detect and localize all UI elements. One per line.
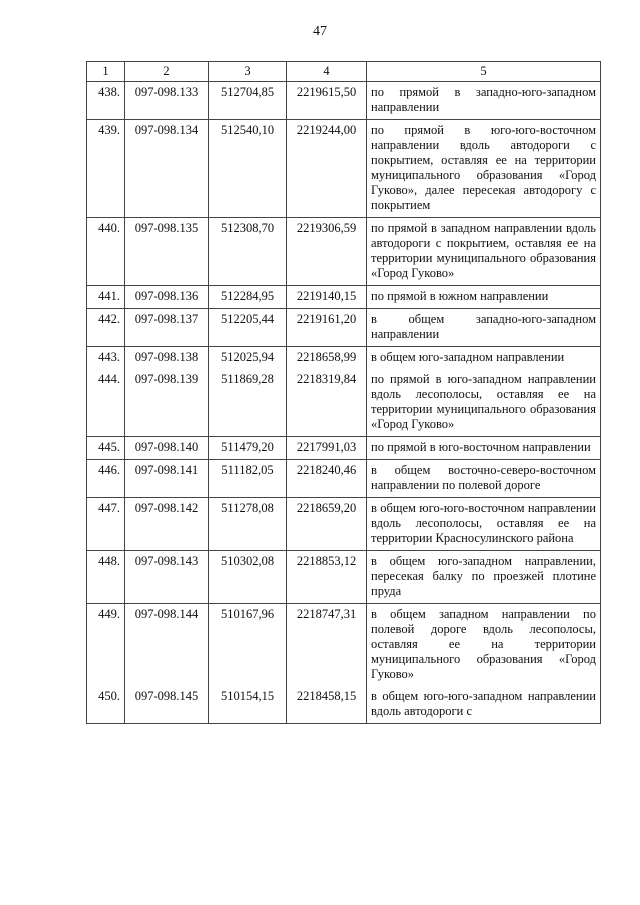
column-header: 2 <box>125 62 209 82</box>
point-id: 097-098.138 <box>125 347 209 370</box>
point-id: 097-098.143 <box>125 551 209 604</box>
boundary-description: в общем западно-юго-западном направлении <box>367 309 601 347</box>
column-header: 1 <box>87 62 125 82</box>
table-row <box>87 369 601 437</box>
boundary-description: в общем западном направлении по полевой дороге вдоль лесополосы, оставляя ее на территории муниципального образования «Город Гуково» <box>367 604 601 687</box>
point-id: 097-098.134 <box>125 120 209 218</box>
coordinate-y: 2218747,31 <box>287 604 367 687</box>
column-header: 5 <box>367 62 601 82</box>
point-id: 097-098.136 <box>125 286 209 309</box>
point-id: 097-098.140 <box>125 437 209 460</box>
boundary-description: по прямой в юго-восточном направлении <box>367 437 601 460</box>
coordinate-y: 2218659,20 <box>287 498 367 551</box>
column-header: 3 <box>209 62 287 82</box>
coordinate-x: 512025,94 <box>209 347 287 370</box>
point-id: 097-098.141 <box>125 460 209 498</box>
row-number: 449. <box>87 604 125 687</box>
point-id: 097-098.135 <box>125 218 209 286</box>
boundary-description: в общем юго-юго-восточном направлении вдоль лесополосы, оставляя ее на территории Красносулинского района <box>367 498 601 551</box>
coordinate-y: 2219306,59 <box>287 218 367 286</box>
table-row <box>87 347 601 370</box>
point-id: 097-098.142 <box>125 498 209 551</box>
point-id: 097-098.145 <box>125 686 209 724</box>
coordinate-y: 2219140,15 <box>287 286 367 309</box>
table-row <box>87 498 601 551</box>
boundary-points-table <box>86 61 601 724</box>
boundary-description: по прямой в юго-западном направлении вдоль лесополосы, оставляя ее на территории муниципального образования «Город Гуково» <box>367 369 601 437</box>
row-number: 448. <box>87 551 125 604</box>
table-row <box>87 82 601 120</box>
coordinate-x: 510167,96 <box>209 604 287 687</box>
coordinate-x: 511182,05 <box>209 460 287 498</box>
boundary-description: по прямой в западно-юго-западном направлении <box>367 82 601 120</box>
row-number: 447. <box>87 498 125 551</box>
table-row <box>87 286 601 309</box>
coordinate-x: 512284,95 <box>209 286 287 309</box>
column-header: 4 <box>287 62 367 82</box>
row-number: 443. <box>87 347 125 370</box>
coordinate-x: 512540,10 <box>209 120 287 218</box>
boundary-description: в общем юго-западном направлении <box>367 347 601 370</box>
boundary-description: в общем юго-юго-западном направлении вдоль автодороги с <box>367 686 601 724</box>
boundary-description: по прямой в западном направлении вдоль автодороги с покрытием, оставляя ее на территории муниципального образования «Город Гуково» <box>367 218 601 286</box>
table-row <box>87 218 601 286</box>
table-row <box>87 120 601 218</box>
row-number: 438. <box>87 82 125 120</box>
table-row <box>87 309 601 347</box>
coordinate-x: 511869,28 <box>209 369 287 437</box>
coordinate-y: 2218240,46 <box>287 460 367 498</box>
row-number: 441. <box>87 286 125 309</box>
boundary-description: по прямой в южном направлении <box>367 286 601 309</box>
coordinate-y: 2218658,99 <box>287 347 367 370</box>
coordinate-x: 510154,15 <box>209 686 287 724</box>
coordinate-y: 2217991,03 <box>287 437 367 460</box>
coordinate-y: 2219161,20 <box>287 309 367 347</box>
row-number: 439. <box>87 120 125 218</box>
coordinate-y: 2218853,12 <box>287 551 367 604</box>
row-number: 446. <box>87 460 125 498</box>
row-number: 440. <box>87 218 125 286</box>
boundary-description: по прямой в юго-юго-восточном направлении вдоль автодороги с покрытием, оставляя ее на территории муниципального образования «Город Гуково», далее пересекая автодорогу с покрытием <box>367 120 601 218</box>
coordinate-x: 511479,20 <box>209 437 287 460</box>
coordinate-y: 2219244,00 <box>287 120 367 218</box>
coordinate-x: 512704,85 <box>209 82 287 120</box>
point-id: 097-098.137 <box>125 309 209 347</box>
page-number: 47 <box>313 24 327 39</box>
table-row <box>87 460 601 498</box>
point-id: 097-098.133 <box>125 82 209 120</box>
coordinate-y: 2218319,84 <box>287 369 367 437</box>
coordinate-x: 511278,08 <box>209 498 287 551</box>
row-number: 444. <box>87 369 125 437</box>
point-id: 097-098.144 <box>125 604 209 687</box>
row-number: 442. <box>87 309 125 347</box>
coordinate-x: 510302,08 <box>209 551 287 604</box>
table-row <box>87 551 601 604</box>
coordinate-y: 2219615,50 <box>287 82 367 120</box>
table-header-row <box>87 62 601 82</box>
boundary-description: в общем юго-западном направлении, пересекая балку по проезжей плотине пруда <box>367 551 601 604</box>
table-row <box>87 686 601 724</box>
coordinate-x: 512205,44 <box>209 309 287 347</box>
boundary-description: в общем восточно-северо-восточном направлении по полевой дороге <box>367 460 601 498</box>
coordinate-x: 512308,70 <box>209 218 287 286</box>
point-id: 097-098.139 <box>125 369 209 437</box>
row-number: 445. <box>87 437 125 460</box>
coordinate-y: 2218458,15 <box>287 686 367 724</box>
table-row <box>87 604 601 687</box>
table-row <box>87 437 601 460</box>
row-number: 450. <box>87 686 125 724</box>
